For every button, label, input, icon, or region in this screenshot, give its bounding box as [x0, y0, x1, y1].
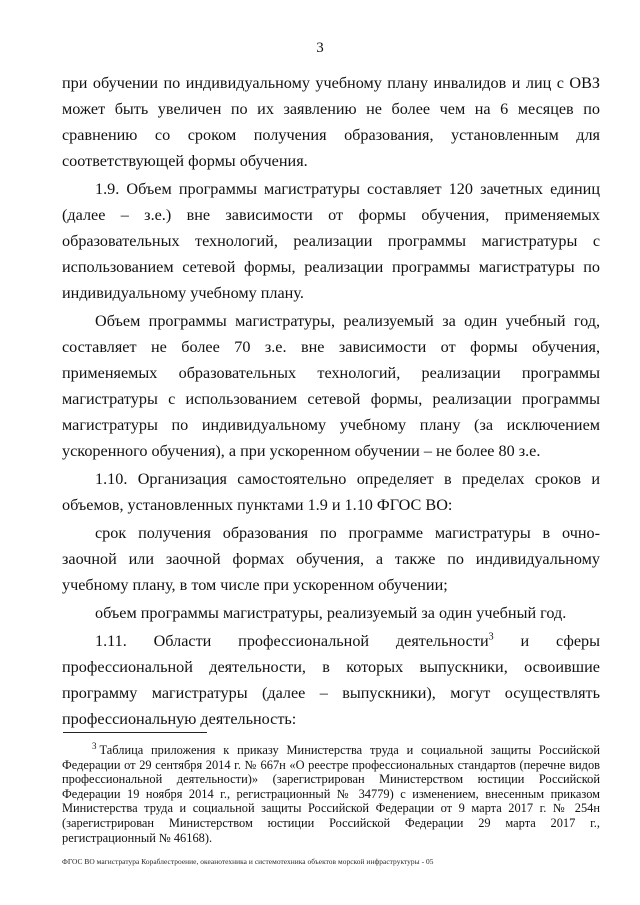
paragraph-continuation: при обучении по индивидуальному учебному плану инвалидов и лиц с ОВЗ может быть увеличен по их заявлению не более чем на 6 месяцев по сравнению со сроком получения образования, установленным для соответствующей формы обучения. — [62, 74, 600, 170]
paragraph-1-11-start: 1.11. Области профессиональной деятельности — [95, 632, 489, 650]
page-footer: ФГОС ВО магистратура Кораблестроение, океанотехника и системотехника объектов морской инфраструктуры - 05 — [62, 857, 434, 866]
page-number: 3 — [316, 40, 324, 56]
paragraph-study-term: срок получения образования по программе магистратуры в очно-заочной или заочной формах обучения, а также по индивидуальному учебному плану, в том числе при ускоренном обучении; — [62, 524, 600, 594]
footnote-separator — [63, 732, 207, 733]
footnote-reference: 3 — [488, 631, 494, 643]
document-body — [62, 70, 600, 732]
paragraph-1-11-end: и сферы профессиональной деятельности, в которых выпускники, освоившие программу магистратуры (далее – выпускники), могут осуществлять профессиональную деятельность: — [62, 632, 600, 728]
paragraph-1-9: 1.9. Объем программы магистратуры составляет 120 зачетных единиц (далее – з.е.) вне зависимости от формы обучения, применяемых образовательных технологий, реализации программы магистратуры с использованием сетевой формы, реализации программы магистратуры по индивидуальному учебному плану. — [62, 180, 600, 302]
footnote-mark: 3 — [92, 740, 97, 751]
paragraph-1-11 — [62, 628, 600, 732]
paragraph-annual-volume: Объем программы магистратуры, реализуемый за один учебный год, составляет не более 70 з.е. вне зависимости от формы обучения, применяемых образовательных технологий, реализации программы магистратуры с использованием сетевой формы, реализации программы магистратуры по индивидуальному учебному плану (за исключением ускоренного обучения), а при ускоренном обучении – не более 80 з.е. — [62, 312, 600, 460]
paragraph-program-volume: объем программы магистратуры, реализуемый за один учебный год. — [95, 604, 567, 622]
footnote-text: Таблица приложения к приказу Министерства труда и социальной защиты Российской Федерации от 29 сентября 2014 г. № 667н «О реестре профессиональных стандартов (перечне видов профессиональной деятельности)» (зарегистрирован Министерством юстиции Российской Федерации 19 ноября 2014 г., регистрационный № 34779) с изменением, внесенным приказом Министерства труда и социальной защиты Российской Федерации от 9 марта 2017 г. № 254н (зарегистрирован Министерством юстиции Российской Федерации 29 марта 2017 г., регистрационный № 46168). — [62, 743, 600, 845]
footnote — [62, 740, 600, 845]
paragraph-1-10: 1.10. Организация самостоятельно определяет в пределах сроков и объемов, установленных пунктами 1.9 и 1.10 ФГОС ВО: — [62, 470, 600, 514]
